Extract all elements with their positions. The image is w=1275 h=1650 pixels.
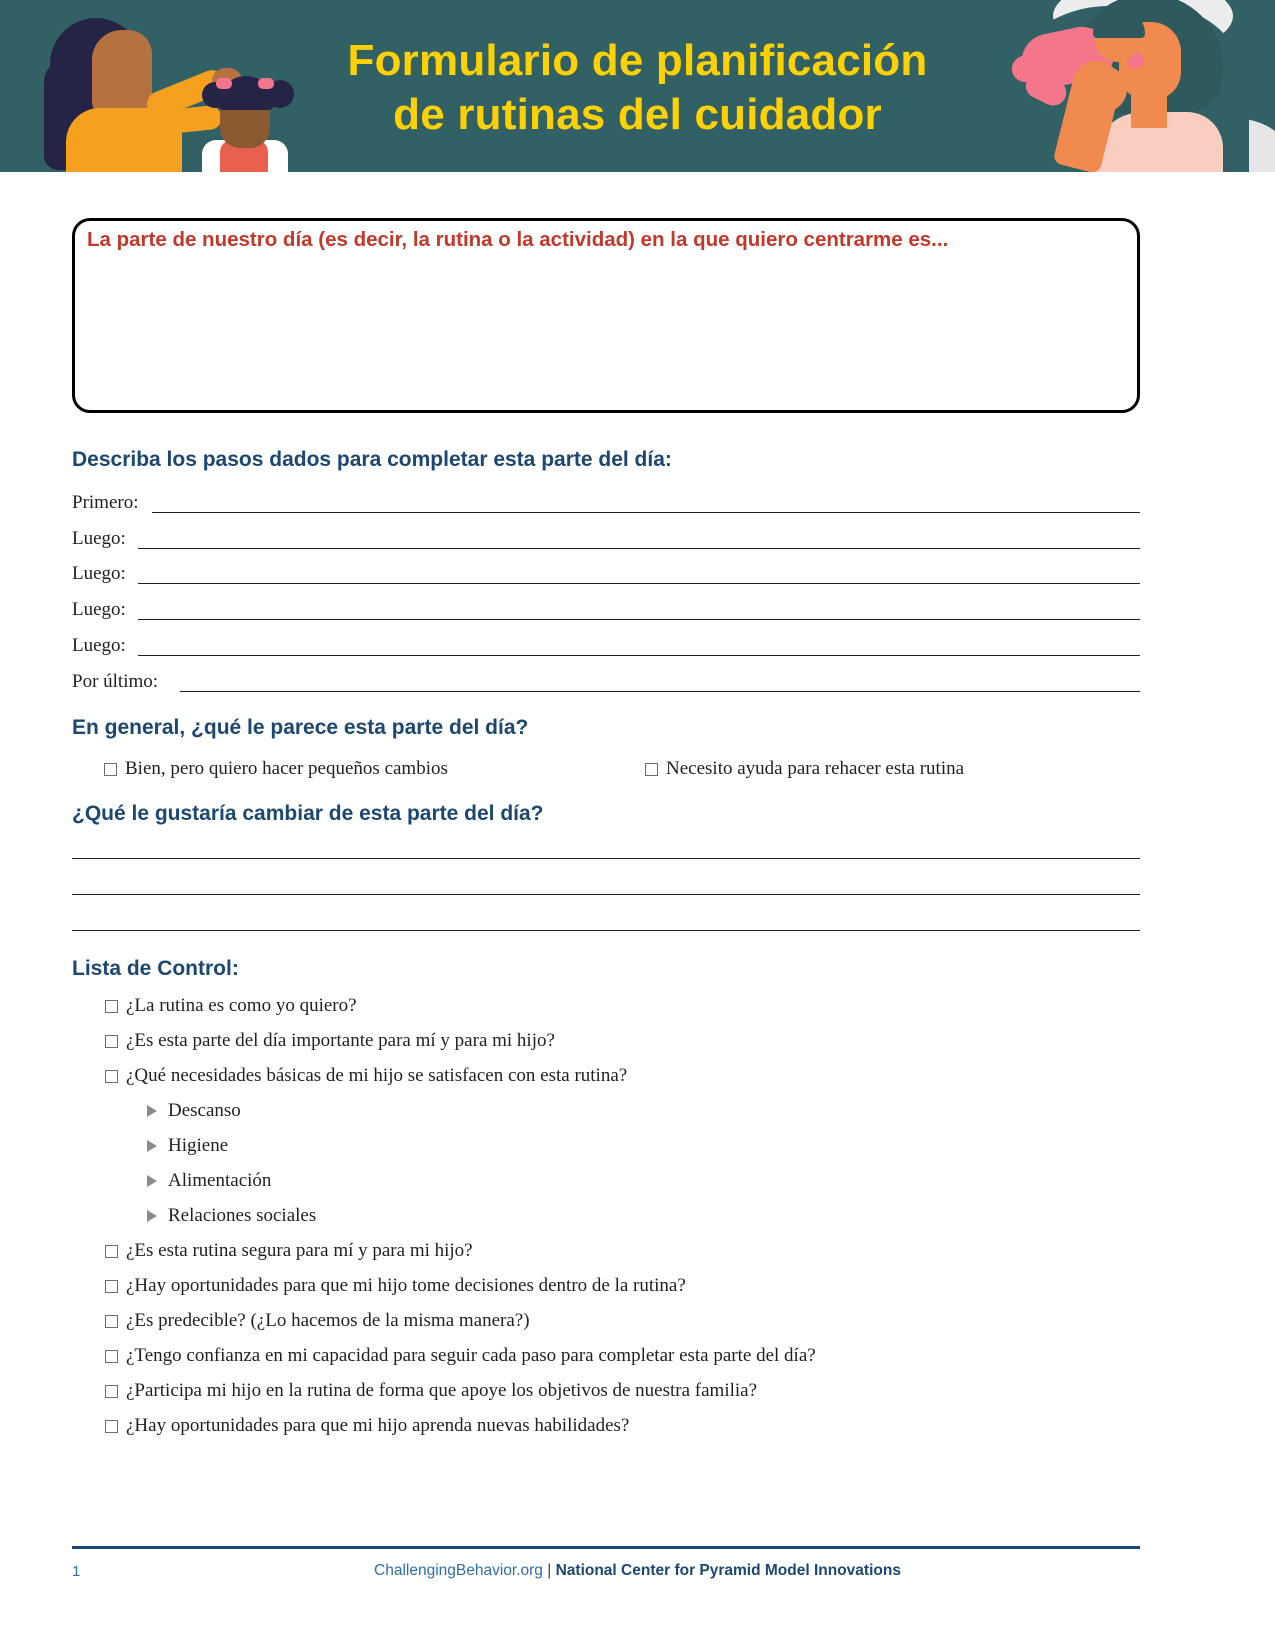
change-answer-line-1[interactable] [72, 858, 1140, 859]
step-line-luego-1[interactable] [138, 548, 1140, 549]
checklist-item-5-label: ¿Hay oportunidades para que mi hijo tome decisiones dentro de la rutina? [126, 1275, 686, 1296]
checkbox-icon[interactable] [105, 1280, 118, 1293]
checklist-item-2-label: ¿Es esta parte del día importante para mí y para mi hijo? [126, 1030, 555, 1051]
page-title-line-2: de rutinas del cuidador [393, 89, 882, 139]
step-line-luego-4[interactable] [138, 655, 1140, 656]
checklist-subitem-descanso-label: Descanso [168, 1100, 241, 1121]
step-label-por-ultimo: Por último: [72, 671, 159, 692]
checkbox-icon[interactable] [105, 1070, 118, 1083]
change-section-heading: ¿Qué le gustaría cambiar de esta parte del día? [72, 802, 544, 825]
checkbox-icon[interactable] [105, 1420, 118, 1433]
footer-separator: | [547, 1562, 552, 1579]
step-label-primero: Primero: [72, 492, 139, 513]
checklist-item-1-label: ¿La rutina es como yo quiero? [126, 995, 357, 1016]
checkbox-icon[interactable] [645, 763, 658, 776]
footer-credit [0, 1562, 1275, 1580]
step-label-luego-4: Luego: [72, 635, 126, 656]
checklist-item-4-label: ¿Es esta rutina segura para mí y para mi hijo? [126, 1240, 473, 1261]
focus-routine-input-box[interactable] [72, 218, 1140, 413]
steps-section-heading: Describa los pasos dados para completar esta parte del día: [72, 448, 672, 471]
checklist-subitem-descanso [147, 1100, 241, 1122]
focus-routine-prompt: La parte de nuestro día (es decir, la rutina o la actividad) en la que quiero centrarme es... [87, 228, 949, 251]
checkbox-icon[interactable] [105, 1350, 118, 1363]
step-label-luego-2: Luego: [72, 563, 126, 584]
step-label-luego-1: Luego: [72, 528, 126, 549]
overall-option-1[interactable] [104, 758, 448, 780]
footer-website-link[interactable]: ChallengingBehavior.org [374, 1562, 543, 1579]
checklist-subitem-relaciones-label: Relaciones sociales [168, 1205, 317, 1226]
change-answer-line-3[interactable] [72, 930, 1140, 931]
triangle-bullet-icon [147, 1210, 157, 1222]
step-line-luego-2[interactable] [138, 583, 1140, 584]
footer-organization: National Center for Pyramid Model Innovations [555, 1562, 901, 1579]
checklist-item-1[interactable] [105, 995, 357, 1017]
overall-option-2-label: Necesito ayuda para rehacer esta rutina [666, 758, 965, 779]
checklist-subitem-higiene-label: Higiene [168, 1135, 229, 1156]
triangle-bullet-icon [147, 1175, 157, 1187]
checklist-subitem-alimentacion-label: Alimentación [168, 1170, 272, 1191]
checklist-subitem-alimentacion [147, 1170, 271, 1192]
overall-section-heading: En general, ¿qué le parece esta parte del día? [72, 716, 529, 739]
checklist-item-8-label: ¿Participa mi hijo en la rutina de forma que apoye los objetivos de nuestra familia? [126, 1380, 758, 1401]
checklist-subitem-higiene [147, 1135, 228, 1157]
checkbox-icon[interactable] [105, 1315, 118, 1328]
page-number: 1 [72, 1563, 81, 1580]
checkbox-icon[interactable] [105, 1385, 118, 1398]
checklist-item-6-label: ¿Es predecible? (¿Lo hacemos de la misma manera?) [126, 1310, 530, 1331]
checklist-section-heading: Lista de Control: [72, 957, 239, 980]
step-line-luego-3[interactable] [138, 619, 1140, 620]
triangle-bullet-icon [147, 1140, 157, 1152]
checklist-item-9[interactable] [105, 1415, 629, 1437]
checklist-item-9-label: ¿Hay oportunidades para que mi hijo aprenda nuevas habilidades? [126, 1415, 630, 1436]
checklist-item-5[interactable] [105, 1275, 686, 1297]
overall-option-2[interactable] [645, 758, 964, 780]
page-title-line-1: Formulario de planificación [347, 36, 928, 85]
step-line-primero[interactable] [152, 512, 1140, 513]
step-label-luego-3: Luego: [72, 599, 126, 620]
checkbox-icon[interactable] [105, 1000, 118, 1013]
checklist-item-3-label: ¿Qué necesidades básicas de mi hijo se satisfacen con esta rutina? [126, 1065, 628, 1086]
checkbox-icon[interactable] [104, 763, 117, 776]
footer-divider [72, 1546, 1140, 1549]
checklist-item-8[interactable] [105, 1380, 757, 1402]
checklist-subitem-relaciones-sociales [147, 1205, 316, 1227]
page-header-banner [0, 0, 1275, 172]
page-title [0, 34, 1275, 141]
overall-option-1-label: Bien, pero quiero hacer pequeños cambios [125, 758, 448, 779]
checklist-item-2[interactable] [105, 1030, 555, 1052]
checklist-item-3[interactable] [105, 1065, 627, 1087]
checklist-item-7-label: ¿Tengo confianza en mi capacidad para seguir cada paso para completar esta parte del día? [126, 1345, 816, 1366]
checkbox-icon[interactable] [105, 1245, 118, 1258]
step-line-por-ultimo[interactable] [180, 691, 1140, 692]
checklist-item-6[interactable] [105, 1310, 530, 1332]
change-answer-line-2[interactable] [72, 894, 1140, 895]
checklist-item-4[interactable] [105, 1240, 473, 1262]
triangle-bullet-icon [147, 1105, 157, 1117]
checklist-item-7[interactable] [105, 1345, 816, 1367]
checkbox-icon[interactable] [105, 1035, 118, 1048]
